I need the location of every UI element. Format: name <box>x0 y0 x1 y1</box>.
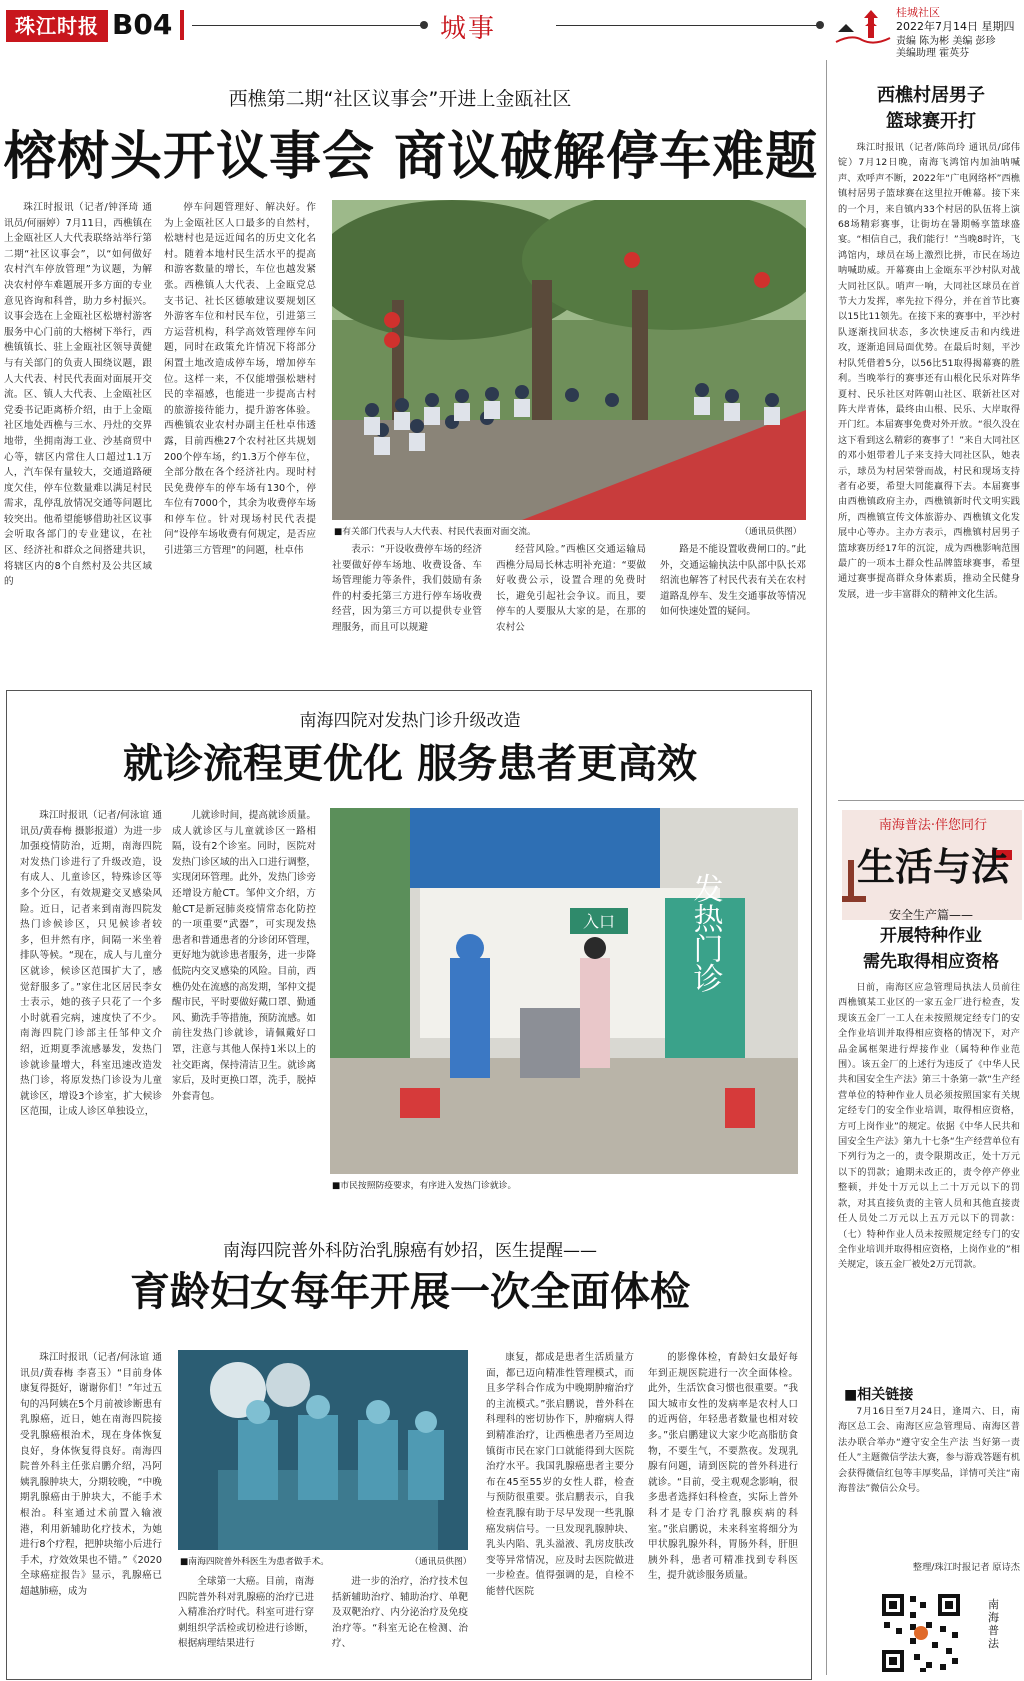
article3-kicker: 南海四院普外科防治乳腺癌有妙招，医生提醒—— <box>223 1241 597 1261</box>
article1-headline: 榕树头开议事会 商议破解停车难题 <box>4 126 819 187</box>
related-links-credit: 整理/珠江时报记者 原诗杰 <box>912 1562 1020 1573</box>
editor-credits: 责编 陈为彬 美编 彭珍 <box>896 36 996 47</box>
article3-column-1: 珠江时报讯（记者/何泳谊 通讯员/黄春梅 李喜玉）“目前身体康复得挺好，谢谢你们！”年过五旬的冯阿姨在5个月前被诊断患有乳腺癌，近日，她在南海四院接受乳腺癌根治术，现在身体恢复良好，身体恢复得良好。南海四院普外科主任张启鹏介绍，冯阿姨乳腺肿块大，分期较晚，“中晚期乳腺癌由于肿块大，不能手术根治。科室通过术前置入输液港，利用新辅助化疗技术，为她进行8个疗程，把肿块缩小后进行手术，疗效效果也不错。”《2020全球癌症报告》显示，乳腺癌已超越肺癌，成为 <box>20 1352 162 1597</box>
entrance-sign: 入口 <box>582 912 616 931</box>
issue-date: 2022年7月14日 星期四 <box>896 20 1015 33</box>
newspaper-logo: 珠江时报 <box>6 10 108 42</box>
article3-column-2: 全球第一大癌。目前，南海四院普外科对乳腺癌的治疗已进入精准治疗时代。科室可进行穿刺组织学活检或切检进行诊断，根据病理结果进行 <box>178 1576 314 1650</box>
article3-column-3: 进一步的治疗，治疗技术包括新辅助治疗、辅助治疗、单靶及双靶治疗、内分泌治疗及免疫治疗等。“科室无论在检测、治疗、 <box>332 1576 468 1650</box>
article1-column-2: 停车问题管理好、解决好。作为上金瓯社区人口最多的自然村，松塘村也是远近闻名的历史文化名村。随着本地村民生活水平的提高和游客数量的增长，车位也越发紧张。西樵镇人大代表、上金瓯党总支书记、社长区德敏建议要规划区外游客车位和村民车位，引进第三方运营机构，科学高效管理停车问题，同时在政策允许情况下将部分闲置土地改造成停车场，增加停车位。这样一来，不仅能增强松塘村民的幸福感，也能进一步提高古村的旅游接待能力，提升游客体验。西樵镇农业农村办副主任杜卓伟透露，目前西樵27个农村社区共规划200个停车场，约1.3万个停车位，全部分散在各个经济社内。现时村民免费停车的停车场有130个，停车位有7000个，其余为收费停车场和停车位。针对现场村民代表提问“设停车场收费有何规定，是否应引进第三方管理”的问题，杜卓伟 <box>164 202 316 557</box>
article1-photo <box>332 200 806 520</box>
rule-dot-right <box>816 21 824 29</box>
article3-column-4: 康复，都成是患者生活质量方面，都已迈向精准性管理模式，而且多学科合作成为中晚期肿瘤治疗的主流模式。”张启鹏说，普外科在科理科的密切协作下，肿瘤病人得到精准治疗，让西樵患者乃至周边镇街市民在家门口就能得到大医院治疗水平。我国乳腺癌患者主要分布在45至55岁的女性人群，检查与预防很重要。张启鹏表示，自我检查乳腺有助于尽早发现一些乳腺癌发病信号。一旦发现乳腺肿块、乳头内陷、乳头溢液、乳房皮肤改变等异常情况，应及时去医院做进一步检查。值得强调的是，自检不能替代医院 <box>486 1352 634 1597</box>
article1-column-5: 路是不能设置收费闸口的。”此外，交通运输执法中队部中队长邓绍流也解答了村民代表有关在农村道路乱停车、发生交通事故等情况如何快速处置的疑问。 <box>660 544 806 618</box>
fever-clinic-sign: 发热门诊 <box>687 873 723 993</box>
sidebar-headline-line2: 篮球赛开打 <box>886 111 976 132</box>
law-column-title: 生活与法 <box>856 844 1009 889</box>
article1-column-4: 经营风险。”西樵区交通运输局西樵分局局长林志明补充道：“要做好收费公示，设置合理的免费时长，避免引起社会争议。而且，要停车的人要服从大家的是，在那的农村公 <box>496 544 646 633</box>
article2-headline: 就诊流程更优化 服务患者更高效 <box>123 740 697 787</box>
sidebar-article-body: 珠江时报讯（记者/陈尚玲 通讯员/邱伟锭）7月12日晚，南海飞鸿馆内加油呐喊声、欢呼声不断，2022年“广电网络杯”西樵镇村居男子篮球赛在这里拉开帷幕。接下来的一个月，来自镇内33个村居的队伍将上演68场精彩赛事，让街坊在暑期畅享篮球盛宴。“相信自己，我们能行！”当晚8时许，飞鸿馆内，球员在场上激烈比拼，市民在场边呐喊助威。开幕赛由上金瓯东平沙村队对战大同社区队。哨声一响，大同社区球员在首节大力发挥，率先拉下得分，并在首节比赛以15比11领先。在接下来的赛事中，平沙村队逐渐找回状态，多次快速反击和内线进攻，逐渐追回局面优势。在最后时刻，平沙村队凭借着5分，以56比51取得揭幕赛的胜利。当晚举行的赛事还有山根化民乐对阵华夏村、民乐社区对阵朝山社区、联新社区对阵大岸青体，最终由山根、民乐、大岸取得开门红。本届赛事免费对外开放。“很久没在这下看到这么精彩的赛事了！”来自大同社区的邓小姐带着儿子来支持大同社区队，她表示，球员为村居荣誉而战，村民和现场支持者有必要，希望大同能赢得下去。本届赛事由西樵镇政府主办，西樵镇新时代文明实践所，西樵镇宣传文体旅游办、西樵镇文化发展中心等办。主办方表示，西樵镇村居男子篮球赛历经17年的沉淀，成为西樵影响范围最广的一项本土群众性品牌篮球赛事，希望通过赛事提高群众身体素质，推动全民健身发展，进一步丰富群众的精神文化生活。 <box>838 142 1020 600</box>
article3-headline: 育龄妇女每年开展一次全面体检 <box>130 1268 690 1315</box>
article1-kicker: 西樵第二期“社区议事会”开进上金瓯社区 <box>228 88 572 110</box>
sidebar-rule <box>838 800 1024 801</box>
page-number: B04 <box>112 8 173 41</box>
law-headline-line2: 需先取得相应资格 <box>863 952 999 972</box>
article1-column-1: 珠江时报讯（记者/钟泽琦 通讯员/何丽婷）7月11日，西樵镇在上金瓯社区人大代表联络站举行第二期“社区议事会”，以“如何做好农村汽车停放管理”为议题，为解决农村停车难题展开多方面的专业意见咨询和科普，助力乡村振兴。议事会选在上金瓯社区松塘村游客服务中心门前的大榕树下举行，西樵镇镇长、驻上金瓯社区领导黄健与有关部门的负责人围绕议题，跟人大代表、村民代表面对面展开交流。区、镇人大代表、上金瓯社区党委书记距离桥介绍，由于上金瓯社区地处西樵与三水、丹灶的交界地带，坐拥南海工业、沙基商贸中心等，辖区内常住人口超过1.1万人，汽车保有量较大，交通道路硬度欠佳，停车位数量难以满足村民需求，乱停乱放情况交通等问题比较突出。他希望能够借助社区议事会听取各部门的专业建议，在社区、经济社和群众之间搭建共识，将辖区内的8个自然村及公共区域的 <box>4 202 152 588</box>
supplement-name: 桂城社区 <box>896 6 940 19</box>
rule-right <box>556 25 818 26</box>
rule-dot-left <box>420 21 428 29</box>
article1-photo-caption: ■有关部门代表与人大代表、村民代表面对面交流。 <box>334 527 536 537</box>
law-article-body: 日前，南海区应急管理局执法人员前往西樵镇某工业区的一家五金厂进行检查，发现该五金厂一工人在未按照规定经专门的安全作业培训并取得相应资格的情况下，对产品金属框架进行焊接作业（属特种作业范围）。该五金厂的上述行为违反了《中华人民共和国安全生产法》第三十条第一款“生产经营单位的特种作业人员必须按照国家有关规定经专门的安全作业培训，取得相应资格，方可上岗作业”的规定。依据《中华人民共和国安全生产法》第九十七条“生产经营单位有下列行为之一的，责令限期改正，处十万元以下的罚款；逾期未改正的，责令停产停业整顿，并处十万元以上二十万元以下的罚款，对其直接负责的主管人员和其他直接责任人员处二万元以上五万元以下的罚款：（七）特种作业人员未按照规定经专门的安全作业培训并取得相应资格，上岗作业的”相关规定，该五金厂被处2万元罚款。 <box>838 982 1020 1271</box>
article1-column-3: 表示：“开设收费停车场的经济社要做好停车场地、收费设备、车场管理能力等条件，我们鼓励有条件的村委托第三方进行停车场收费经营，因为第三方可以提供专业管理服务，而且可以规避 <box>332 544 482 633</box>
law-column-subtitle: 南海普法·伴您同行 <box>878 818 988 833</box>
law-headline-line1: 开展特种作业 <box>880 926 982 946</box>
article3-column-5: 的影像体检，育龄妇女最好每年到正规医院进行一次全面体检。此外，生活饮食习惯也很重要。“我国大城市女性的发病率是农村人口的近两倍，年轻患者数量也相对较多。”张启鹏建议大家少吃高脂肪食物，不要生气，不要熬夜。发现乳腺有问题，请到医院的普外科进行就诊。“目前，受主观观念影响，很多患者选择妇科检查，实际上普外科才是专门治疗乳腺疾病的科室。”张启鹏说，未来科室将细分为甲状腺乳腺外科，胃肠外科，肝胆胰外科，患者可精准找到专科医生，提升就诊服务质量。 <box>648 1352 798 1582</box>
article2-column-2: 儿就诊时间，提高就诊质量。成人就诊区与儿童就诊区一路相隔，设有2个诊室。同时，医院对发热门诊区域的出入口进行调整，实现闭环管理。此外，发热门诊旁还增设方舱CT。邹仲文介绍，方舱CT是新冠肺炎疫情常态化防控的一项重要“武器”，可实现发热患者和普通患者的分诊闭环管理，更好地为就诊患者服务，进一步降低院内交叉感染的风险。目前，西樵仍处在流感的高发期，邹仲文提醒市民，平时要做好戴口罩、勤通风、勤洗手等措施，预防流感。如前往发热门诊就诊，请佩戴好口罩，注意与其他人保持1米以上的社交距离，保持清洁卫生。就诊离家后，及时更换口罩，洗手，脱掉外套青包。 <box>172 810 316 1102</box>
rule-left <box>192 25 424 26</box>
article2-photo <box>330 808 798 1174</box>
section-title: 城事 <box>440 14 497 44</box>
editor-assistant: 美编助理 霍英芬 <box>896 48 970 59</box>
article1-photo-credit: （通讯员供图） <box>740 527 802 537</box>
article2-column-1: 珠江时报讯（记者/何泳谊 通讯员/黄春梅 摄影报道）为进一步加强疫情防治，近期，南海四院对发热门诊进行了升级改造，设有成人、儿童诊区，特殊诊区等多个分区，有效规避交叉感染风险。近日，记者来到南海四院发热门诊候诊区，只见候诊者较多，但井然有序，间隔一米坐着排队等候。“现在，成人与儿童分区就诊，候诊区范围扩大了，感觉舒服多了。”家住北区居民李女士表示，她的孩子只花了一个多小时就看完病，速度快了不少。南海四院门诊部主任邹仲文介绍，近期夏季流感暴发，发热门诊就诊量增大，科室迅速改造发热门诊，将原发热门诊设为儿童就诊区，增设3个诊室，扩大候诊区范围，让成人诊区单独设立， <box>20 810 162 1118</box>
sidebar-divider <box>826 60 827 1675</box>
related-links-title: ■相关链接 <box>844 1387 914 1403</box>
qr-label: 南海普法 <box>988 1598 999 1650</box>
qr-code-icon[interactable] <box>880 1592 962 1674</box>
law-kicker: 安全生产篇—— <box>888 908 973 922</box>
sidebar-headline-line1: 西樵村居男子 <box>877 85 985 106</box>
article3-photo <box>178 1350 468 1550</box>
article3-photo-caption: ■南海四院普外科医生为患者做手术。 <box>180 1557 330 1567</box>
red-divider <box>180 10 184 40</box>
article2-photo-caption: ■市民按照防疫要求，有序进入发热门诊就诊。 <box>332 1181 517 1191</box>
article2-kicker: 南海四院对发热门诊升级改造 <box>299 711 521 731</box>
related-links-body: 7月16日至7月24日，逢周六、日，南海区总工会、南海区应急管理局、南海区普法办联合举办“遵守安全生产法 当好第一责任人”主题微信学法大赛，参与游戏答题有机会获得微信红包等丰厚奖品，详情可关注“南海普法”微信公众号。 <box>838 1406 1020 1495</box>
article3-photo-credit: （通讯员供图） <box>410 1557 472 1567</box>
pagoda-logo-icon <box>832 6 894 48</box>
masthead <box>0 0 1024 59</box>
